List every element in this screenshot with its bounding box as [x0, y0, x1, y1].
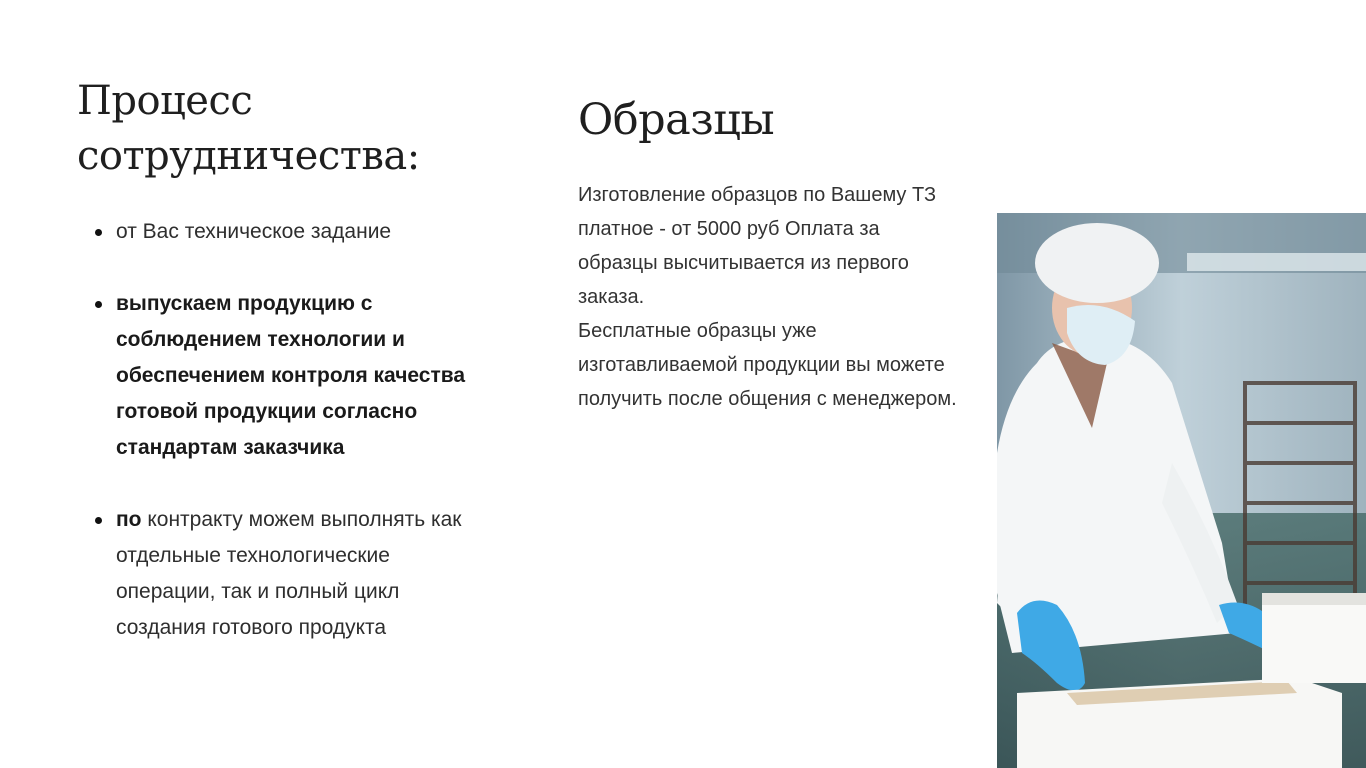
list-item: [77, 214, 477, 250]
list-item-text: выпускаем продукцию с соблюдением технологии и обеспечением контроля качества готовой продукции согласно стандартам заказчика: [116, 292, 466, 459]
list-item: [77, 286, 477, 466]
samples-paragraph-2: Бесплатные образцы уже изготавливаемой продукции вы можете получить после общения с менеджером.: [578, 320, 957, 410]
list-item-text: контракту можем выполнять как отдельные технологические операции, так и полный цикл создания готового продукта: [116, 508, 462, 639]
list-item-text: от Вас техническое задание: [116, 220, 392, 243]
samples-title: Образцы: [578, 95, 775, 145]
samples-paragraph-1: Изготовление образцов по Вашему ТЗ платное - от 5000 руб Оплата за образцы высчитывается из первого заказа.: [578, 184, 937, 308]
process-title: [77, 74, 477, 184]
process-section: [77, 74, 477, 682]
worker-photo: [997, 213, 1366, 768]
process-title-line1: Процесс: [77, 78, 253, 124]
worker-photo-illustration: [997, 213, 1366, 768]
samples-text: [578, 178, 958, 416]
list-item: [77, 502, 477, 646]
process-title-line2: сотрудничества:: [77, 133, 420, 179]
process-list: [77, 214, 477, 646]
samples-section: [578, 92, 958, 416]
list-item-lead: по: [116, 508, 142, 531]
